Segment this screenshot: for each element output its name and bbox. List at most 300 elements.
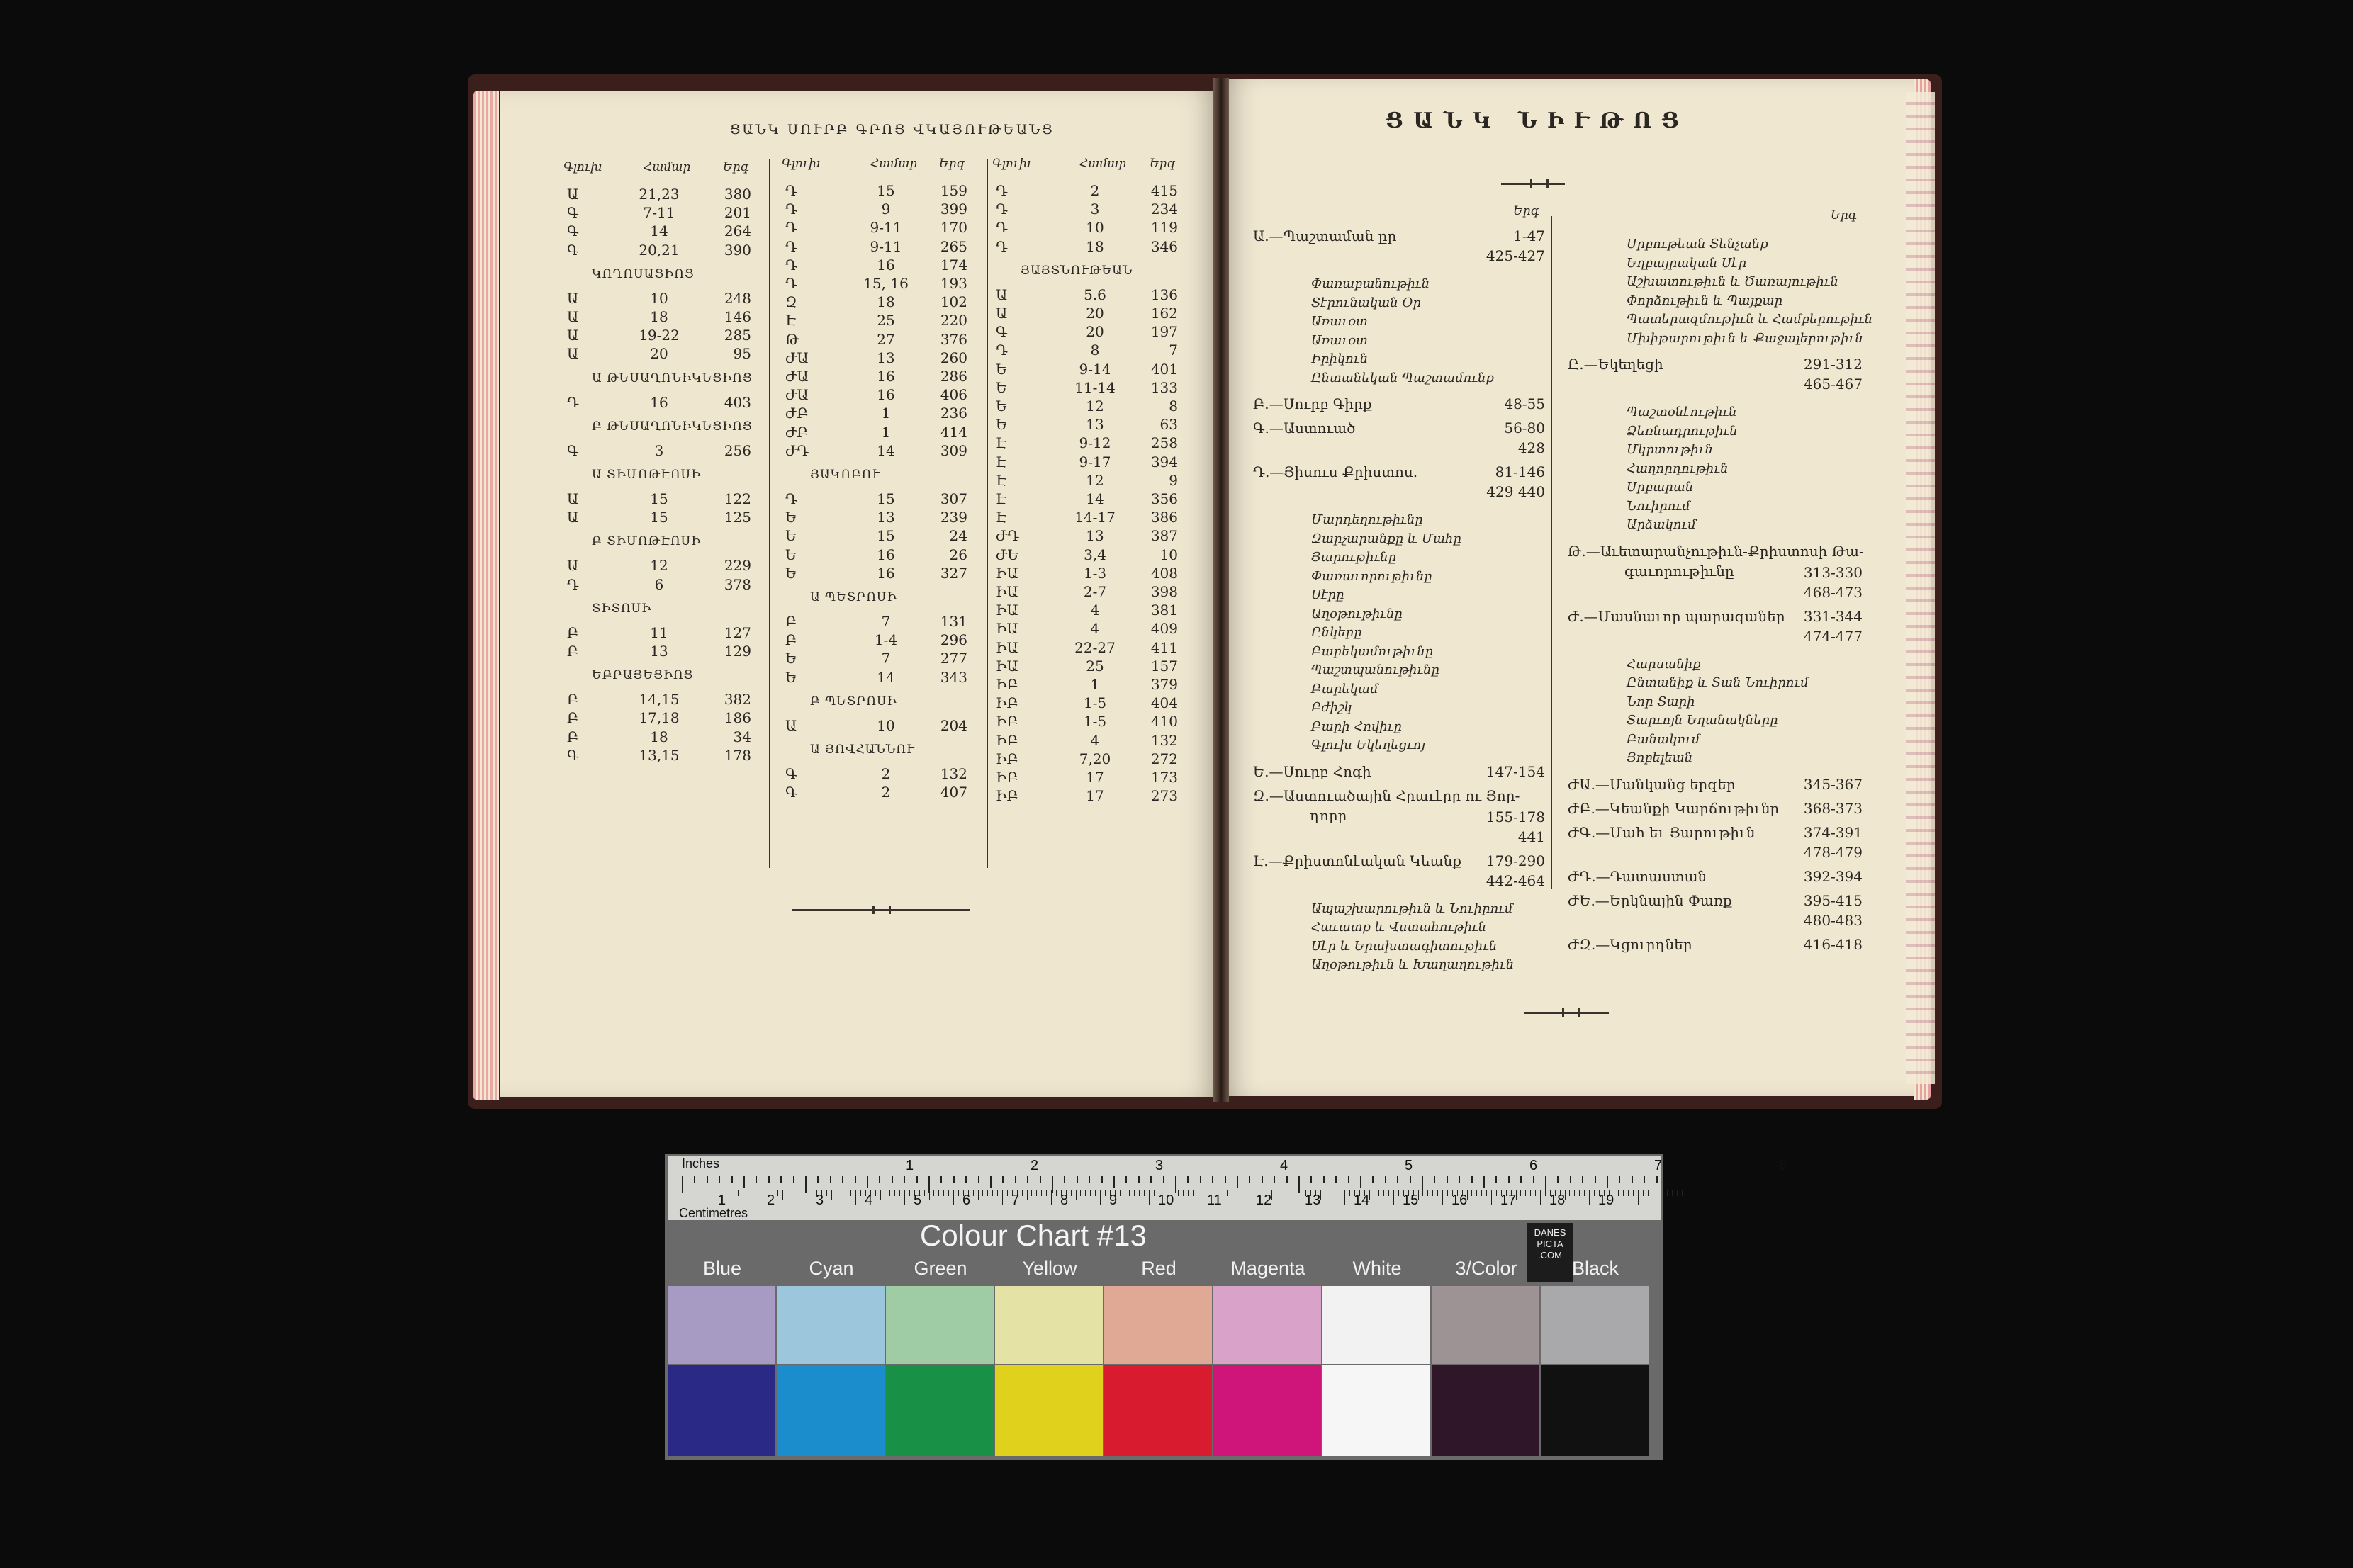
chapter-cell: Ե [785, 546, 797, 563]
chapter-cell: ԻԱ [996, 602, 1018, 619]
topic-label: ԺԶ.—Կցուրդներ [1568, 935, 1692, 953]
subtopic-item: Տէրունական Օր [1311, 295, 1422, 310]
cm-tick [889, 1190, 890, 1196]
cm-tick [1589, 1190, 1590, 1205]
topic-pages: 56-80 [1504, 419, 1545, 436]
hymn-number-cell: 157 [1150, 657, 1178, 675]
verse-cell: 6 [654, 575, 664, 593]
endpaper-strip [1906, 92, 1935, 1084]
cm-tick [875, 1190, 876, 1196]
verse-cell: 15 [877, 527, 895, 545]
topic-label: ԺԵ.—Երկնային Փառք [1568, 891, 1732, 909]
cm-tick [1388, 1190, 1389, 1196]
swatch-label: Yellow [1022, 1258, 1077, 1279]
inch-tick [1052, 1176, 1053, 1193]
chapter-cell: Բ [567, 728, 579, 745]
subtopic-item: Տարւոյն Եղանակները [1627, 713, 1778, 728]
cm-tick [1525, 1190, 1526, 1196]
hymn-number-cell: 239 [940, 509, 967, 526]
column-header-hymn: Երգ [1150, 157, 1176, 171]
verse-cell: 15 [877, 182, 895, 199]
subtopic-item: Արձակում [1627, 517, 1696, 532]
cm-tick [1105, 1190, 1106, 1196]
verse-cell: 3 [654, 441, 664, 459]
inch-tick [1644, 1176, 1645, 1183]
hymn-number-cell: 260 [940, 349, 967, 366]
subtopic-item: Սէրը [1311, 587, 1344, 602]
chapter-cell: Ա [567, 289, 579, 307]
topic-pages: 425-427 [1486, 247, 1545, 264]
chapter-cell: ԻԱ [996, 583, 1018, 600]
cm-number: 13 [1305, 1192, 1321, 1208]
subtopic-item: Առաւօտ [1311, 314, 1368, 329]
chapter-cell: Դ [785, 275, 797, 292]
verse-cell: 16 [877, 256, 895, 273]
cm-tick [1085, 1190, 1086, 1196]
chapter-cell: Բ [567, 643, 579, 660]
subtopic-item: Հաղորդութիւն [1627, 461, 1729, 476]
cm-tick [909, 1190, 910, 1196]
cm-tick [943, 1190, 944, 1196]
cm-tick [929, 1190, 930, 1200]
inch-tick [1397, 1176, 1398, 1183]
inch-number: 2 [1031, 1158, 1039, 1173]
verse-cell: 10 [1086, 219, 1104, 237]
inch-number: 7 [1654, 1158, 1663, 1173]
topic-pages: 374-391 [1803, 823, 1863, 841]
inch-tick [1495, 1176, 1497, 1183]
cm-tick [958, 1190, 959, 1196]
inch-tick [867, 1176, 868, 1188]
subtopic-item: Ապաշխարութիւն և Նուիրում [1311, 901, 1513, 916]
swatch-dark [668, 1365, 775, 1456]
subtopic-item: Աղօթութիւնը [1311, 606, 1403, 621]
hymn-number-cell: 406 [940, 386, 967, 404]
topic-pages: 442-464 [1486, 872, 1545, 889]
cm-number: 19 [1598, 1192, 1614, 1208]
cm-tick [1188, 1190, 1189, 1196]
inch-tick [1310, 1176, 1312, 1183]
verse-cell: 25 [877, 312, 895, 329]
hymn-number-cell: 380 [724, 186, 751, 203]
chapter-cell: Զ [785, 293, 797, 311]
hymn-number-cell: 193 [940, 275, 967, 292]
cm-tick [924, 1190, 925, 1196]
verse-cell: 2-7 [1083, 583, 1107, 600]
hymn-number-cell: 201 [724, 204, 751, 222]
hymn-number-cell: 256 [724, 441, 751, 459]
cm-tick [973, 1190, 974, 1196]
subtopic-item: Յոբելեան [1627, 750, 1693, 765]
hymn-number-cell: 411 [1150, 638, 1178, 656]
scripture-index-title: ՑԱՆԿ ՍՈՒՐԲ ԳՐՈՑ ՎԿԱՅՈՒԹԵԱՆՑ [730, 122, 1055, 137]
hymn-number-cell: 309 [940, 441, 967, 459]
swatch-label: Magenta [1230, 1258, 1305, 1279]
cm-tick [1227, 1190, 1228, 1196]
cm-number: 18 [1549, 1192, 1566, 1208]
cm-tick [1638, 1190, 1639, 1205]
topic-pages: 313-330 [1803, 563, 1863, 581]
inch-tick [1385, 1176, 1386, 1183]
subtopic-item: Ընտանիք և Տան Նուիրում [1627, 675, 1809, 690]
subtopic-item: Աղօթութիւն և Խաղաղութիւն [1311, 957, 1515, 972]
topic-label: Է.—Քրիստոնէական Կեանք [1253, 852, 1462, 869]
cm-tick [1183, 1190, 1184, 1196]
verse-cell: 16 [877, 564, 895, 582]
inch-tick [1595, 1176, 1596, 1183]
swatch-light [668, 1286, 775, 1364]
verse-cell: 17 [1086, 787, 1104, 805]
inch-tick [743, 1176, 745, 1188]
inch-tick [1570, 1176, 1571, 1183]
swatch-dark [1432, 1365, 1539, 1456]
chapter-cell: Է [785, 312, 797, 329]
topic-label: Թ.—Աւետարանչութիւն-Քրիստոսի Թա- [1568, 542, 1864, 560]
cm-tick [1471, 1190, 1472, 1196]
cm-tick [1344, 1190, 1345, 1205]
chapter-cell: ԻԱ [996, 657, 1018, 675]
subtopic-item: Սրբութեան Տենչանք [1627, 237, 1768, 252]
topic-pages: 478-479 [1803, 843, 1863, 861]
cm-tick [1076, 1190, 1077, 1200]
verse-cell: 2 [1090, 182, 1100, 199]
verse-cell: 18 [877, 293, 895, 311]
subtopic-item: Եղբայրական Սէր [1627, 255, 1747, 271]
chapter-cell: Ե [996, 416, 1008, 434]
chapter-cell: Ե [785, 509, 797, 526]
chapter-cell: Ե [785, 564, 797, 582]
verse-cell: 10 [650, 289, 668, 307]
topic-label: Ժ.—Մասնաւոր պարագաներ [1568, 607, 1785, 625]
inch-tick [1175, 1176, 1176, 1193]
cm-tick [1496, 1190, 1497, 1196]
cm-tick [1378, 1190, 1379, 1196]
topic-pages: 392-394 [1803, 867, 1863, 885]
verse-cell: 4 [1090, 602, 1100, 619]
hymn-number-cell: 132 [940, 765, 967, 782]
chapter-cell: Է [996, 471, 1007, 489]
verse-cell: 1 [1090, 676, 1100, 693]
verse-cell: 12 [1086, 471, 1104, 489]
verse-cell: 7-11 [643, 204, 675, 222]
cm-number: 11 [1207, 1192, 1222, 1208]
inch-tick [1298, 1176, 1300, 1193]
cm-tick [1041, 1190, 1042, 1196]
subtopic-item: Բարեկամութիւնը [1311, 643, 1434, 659]
hymn-number-cell: 197 [1150, 323, 1178, 341]
centimetres-label: Centimetres [679, 1206, 748, 1220]
subtopic-item: Սէր և Երախտագիտութիւն [1311, 938, 1498, 954]
colour-chart-title: Colour Chart #13 [920, 1219, 1147, 1252]
subtopic-item: Փառաբանութիւն [1311, 276, 1430, 291]
book-section-heading: Բ ԹԵՍԱՂՈՆԻԿԵՑԻՈՑ [592, 419, 753, 434]
hymn-number-cell: 133 [1150, 378, 1178, 396]
swatch-label: 3/Color [1455, 1258, 1517, 1279]
hymn-number-cell: 382 [724, 691, 751, 709]
subtopic-item: Բարեկամ [1311, 681, 1378, 696]
subtopic-item: Հաւատք և Վստահութիւն [1311, 920, 1487, 935]
subtopic-item: Հարսանիք [1627, 656, 1701, 672]
cm-tick [1090, 1190, 1091, 1196]
verse-cell: 9-11 [870, 219, 902, 237]
book-section-heading: ՅԱԿՈԲՈՒ [810, 468, 881, 482]
inch-tick [1372, 1176, 1374, 1183]
verse-cell: 15 [650, 490, 668, 507]
swatch-dark [777, 1365, 885, 1456]
hymn-number-cell: 379 [1150, 676, 1178, 693]
inch-tick [1040, 1176, 1041, 1183]
verse-cell: 13 [877, 349, 895, 366]
inch-tick [1249, 1176, 1250, 1183]
inch-tick [1508, 1176, 1510, 1183]
cm-tick [880, 1190, 881, 1200]
column-header-number: Համար [644, 160, 691, 174]
topic-pages: 291-312 [1803, 356, 1863, 373]
cm-tick [938, 1190, 939, 1196]
verse-cell: 7 [881, 650, 891, 667]
inch-number: 4 [1280, 1158, 1288, 1173]
swatch-label: Green [914, 1258, 967, 1279]
hymn-number-cell: 122 [724, 490, 751, 507]
inch-tick [707, 1176, 708, 1183]
hymn-number-cell: 404 [1150, 694, 1178, 712]
chapter-cell: Ա [567, 308, 579, 325]
subtopic-item: Փառաւորութիւնը [1311, 568, 1432, 584]
cm-tick [904, 1190, 905, 1205]
subtopic-item: Նոր Տարի [1627, 694, 1695, 709]
subtopic-item: Բարի Հովիւը [1311, 718, 1402, 734]
hymn-number-cell: 186 [724, 709, 751, 727]
inch-tick [1533, 1176, 1534, 1183]
book-section-heading: ՅԱՅՏՆՈՒԹԵԱՆ [1021, 263, 1133, 278]
cm-number: 12 [1256, 1192, 1272, 1208]
inch-tick [892, 1176, 893, 1183]
cm-tick [1120, 1190, 1121, 1196]
chapter-cell: Ա [567, 557, 579, 575]
hymn-number-cell: 8 [1169, 397, 1178, 414]
inch-tick [879, 1176, 880, 1183]
column-header-number: Համար [870, 157, 918, 171]
cm-tick [1594, 1190, 1595, 1196]
verse-cell: 13 [877, 509, 895, 526]
cm-tick [1422, 1190, 1423, 1196]
inch-tick [1360, 1176, 1361, 1188]
hymn-number-cell: 409 [1150, 620, 1178, 638]
hymn-number-cell: 173 [1150, 769, 1178, 786]
ruler [668, 1156, 1661, 1220]
cm-tick [1144, 1190, 1145, 1196]
verse-cell: 13 [1086, 527, 1104, 545]
cm-tick [1193, 1190, 1194, 1196]
swatch-label: Black [1571, 1258, 1619, 1279]
hymn-number-cell: 346 [1150, 237, 1178, 255]
hymn-number-cell: 131 [940, 613, 967, 630]
cm-number: 15 [1403, 1192, 1419, 1208]
cm-tick [1046, 1190, 1047, 1196]
chapter-cell: Դ [567, 575, 579, 593]
inch-tick [1125, 1176, 1127, 1183]
cm-tick [1579, 1190, 1580, 1196]
cm-tick [777, 1190, 778, 1196]
cm-tick [992, 1190, 993, 1196]
inch-tick [978, 1176, 979, 1183]
verse-cell: 20 [650, 345, 668, 363]
swatch-light [995, 1286, 1103, 1364]
chapter-cell: Ե [996, 360, 1008, 378]
cm-number: 10 [1158, 1192, 1174, 1208]
inch-tick [1286, 1176, 1288, 1183]
topic-label: Գ.—Աստուած [1253, 419, 1356, 436]
topic-pages: 395-415 [1803, 891, 1863, 909]
verse-cell: 9 [881, 201, 891, 218]
inch-tick [1101, 1176, 1103, 1183]
hymn-number-cell: 170 [940, 219, 967, 237]
swatch-light [1541, 1286, 1649, 1364]
chapter-cell: Գ [567, 222, 579, 240]
chapter-cell: Բ [567, 709, 579, 727]
verse-cell: 4 [1090, 620, 1100, 638]
topic-pages: 368-373 [1803, 799, 1863, 817]
cm-tick [1481, 1190, 1482, 1196]
cm-number: 4 [865, 1192, 873, 1208]
page-edges-left [473, 91, 499, 1100]
subtopic-item: Ընկերը [1311, 625, 1362, 640]
inch-tick [1582, 1176, 1583, 1183]
cm-tick [831, 1190, 832, 1200]
column-header-chapter: Գլուխ [782, 157, 821, 171]
subtopic-item: Պաշտօնէութիւն [1627, 405, 1737, 419]
chapter-cell: Թ [785, 330, 799, 348]
chapter-cell: Բ [785, 613, 797, 630]
danes-picta-logo [1527, 1223, 1573, 1282]
chapter-cell: Ե [996, 397, 1008, 414]
inch-tick [1212, 1176, 1213, 1183]
cm-tick [1022, 1190, 1023, 1196]
chapter-cell: Գ [567, 746, 579, 764]
ornament-divider [1524, 1012, 1609, 1014]
hymn-number-cell: 178 [724, 746, 751, 764]
cm-tick [1476, 1190, 1477, 1196]
cm-tick [933, 1190, 934, 1196]
hymn-number-cell: 125 [724, 509, 751, 526]
verse-cell: 18 [1086, 237, 1104, 255]
topic-pages: 345-367 [1803, 775, 1863, 793]
cm-number: 7 [1011, 1192, 1020, 1208]
chapter-cell: Դ [785, 219, 797, 237]
chapter-cell: ԻԱ [996, 638, 1018, 656]
inch-number: 3 [1155, 1158, 1164, 1173]
hymn-number-cell: 7 [1169, 342, 1178, 359]
topic-label: ԺԲ.—Կեանքի Կարճութիւնը [1568, 799, 1780, 817]
book-section-heading: Բ ՊԵՏՐՈՍԻ [810, 694, 897, 709]
hymn-number-cell: 394 [1150, 453, 1178, 470]
inch-tick [1237, 1176, 1238, 1188]
chapter-cell: ԺԲ [785, 423, 809, 441]
inch-number: 1 [906, 1158, 914, 1173]
inch-tick [1015, 1176, 1016, 1183]
inch-tick [817, 1176, 819, 1183]
inch-tick [731, 1176, 733, 1183]
chapter-cell: ԺԵ [996, 546, 1019, 563]
logo-line: .COM [1538, 1250, 1562, 1260]
cm-tick [855, 1190, 856, 1205]
chapter-cell: Բ [567, 691, 579, 709]
topic-label: Զ.—Աստուածային Հրաւէրը ու Յոր- [1253, 786, 1520, 804]
chapter-cell: Ա [567, 186, 579, 203]
book-section-heading: Ա ԹԵՍԱՂՈՆԻԿԵՑԻՈՑ [592, 371, 753, 385]
hymn-number-cell: 343 [940, 668, 967, 686]
chapter-cell: Դ [785, 490, 797, 507]
cm-tick [1071, 1190, 1072, 1196]
chapter-cell: Գ [567, 204, 579, 222]
hymn-number-cell: 129 [724, 643, 751, 660]
inch-tick [1520, 1176, 1522, 1183]
chapter-cell: Գ [567, 441, 579, 459]
chapter-cell: Գ [567, 241, 579, 259]
cm-tick [1051, 1190, 1052, 1205]
swatch-dark [1541, 1365, 1649, 1456]
verse-cell: 15 [650, 509, 668, 526]
swatch-dark [1322, 1365, 1430, 1456]
chapter-cell: ԻԲ [996, 787, 1018, 805]
hymn-number-cell: 102 [940, 293, 967, 311]
column-divider [987, 159, 988, 868]
cm-tick [1677, 1190, 1678, 1196]
subtopic-item: Ձեռնադրութիւն [1627, 423, 1738, 439]
inch-tick [1632, 1176, 1633, 1183]
hymn-number-cell: 234 [1150, 201, 1178, 218]
inch-tick [940, 1176, 942, 1183]
verse-cell: 9-17 [1079, 453, 1111, 470]
hymn-number-cell: 146 [724, 308, 751, 325]
book-section-heading: Ա ՊԵՏՐՈՍԻ [810, 590, 897, 604]
cm-tick [997, 1190, 998, 1196]
verse-cell: 9-12 [1079, 434, 1111, 452]
hymn-number-cell: 220 [940, 312, 967, 329]
cm-tick [1383, 1190, 1384, 1196]
cm-tick [982, 1190, 983, 1196]
verse-cell: 16 [877, 386, 895, 404]
cm-tick [987, 1190, 988, 1196]
hymn-number-cell: 381 [1150, 602, 1178, 619]
inch-tick [1274, 1176, 1275, 1183]
cm-tick [1643, 1190, 1644, 1196]
topic-label: Ը.—Եկեղեցի [1568, 356, 1663, 373]
topic-pages: 468-473 [1803, 583, 1863, 601]
verse-cell: 20 [1086, 323, 1104, 341]
inch-tick [1557, 1176, 1559, 1183]
inch-tick [1187, 1176, 1189, 1183]
topic-label: ԺԴ.—Դատաստան [1568, 867, 1707, 885]
cm-tick [894, 1190, 895, 1196]
swatch-label: Cyan [809, 1258, 854, 1279]
cm-tick [1682, 1190, 1683, 1196]
book-section-heading: Բ ՏԻՄՈԹԷՈՍԻ [592, 534, 702, 549]
chapter-cell: Գ [785, 765, 797, 782]
swatch-label: White [1352, 1258, 1402, 1279]
hymn-number-cell: 408 [1150, 564, 1178, 582]
cm-number: 5 [914, 1192, 922, 1208]
hymn-number-cell: 327 [940, 564, 967, 582]
subtopic-item: Աշխատութիւն և Ծառայութիւն [1627, 274, 1838, 289]
cm-tick [1007, 1190, 1008, 1196]
hymn-number-cell: 162 [1150, 305, 1178, 322]
cm-number: 14 [1354, 1192, 1370, 1208]
ornament-divider [792, 909, 970, 911]
cm-number: 1 [718, 1192, 726, 1208]
verse-cell: 1 [881, 423, 891, 441]
chapter-cell: ԺԴ [785, 441, 809, 459]
